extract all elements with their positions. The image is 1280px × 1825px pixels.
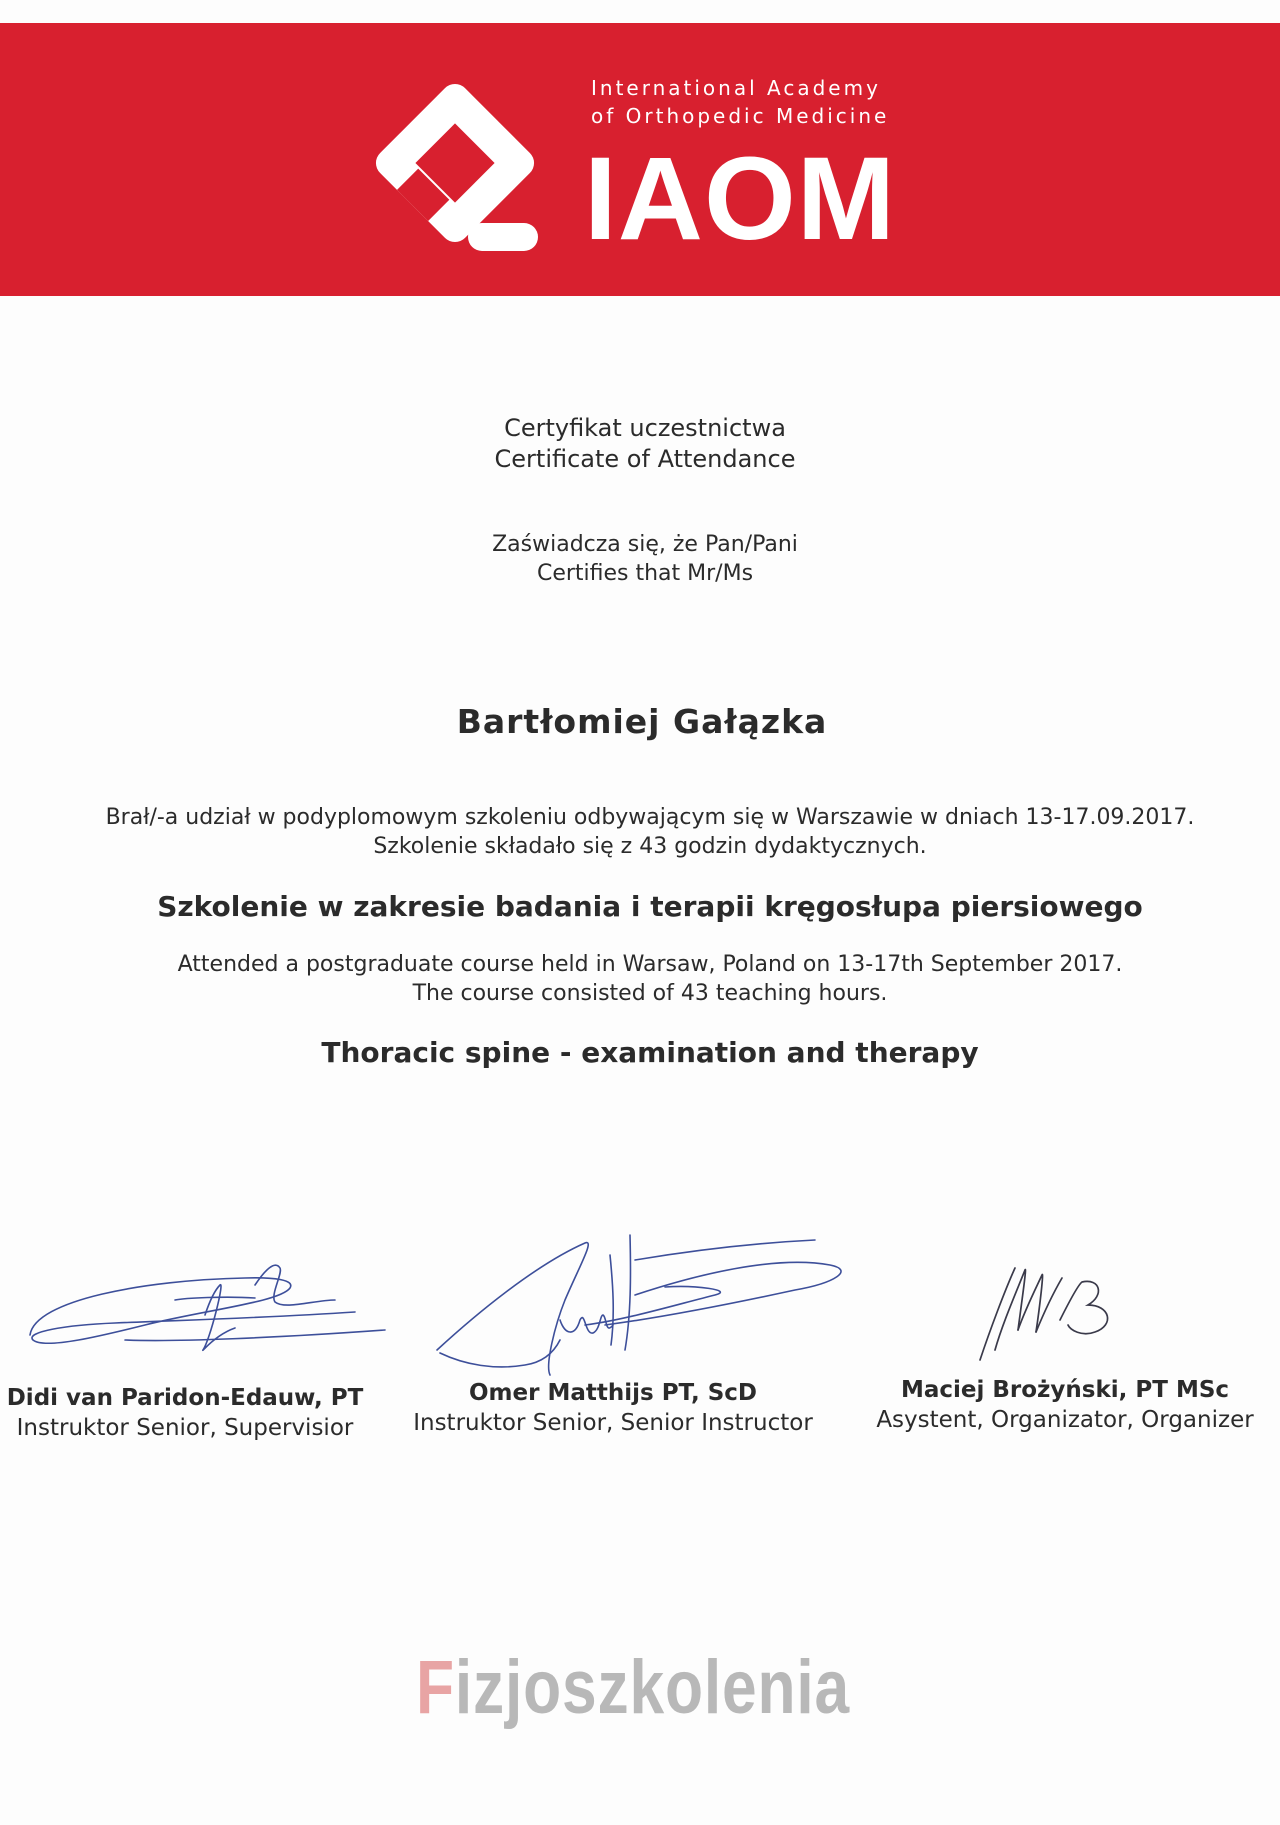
footer-logo-rest: izjoszkolenia [454, 1645, 850, 1730]
recipient-name: Bartłomiej Gałązka [456, 702, 828, 741]
fizjoszkolenia-logo [416, 1645, 850, 1730]
signer-2 [398, 1378, 828, 1438]
signer-3 [850, 1375, 1280, 1435]
signer-2-role: Instruktor Senior, Senior Instructor [413, 1410, 813, 1436]
course-title-en: Thoracic spine - examination and therapy [321, 1036, 979, 1069]
description-en-line1: Attended a postgraduate course held in Warsaw, Poland on 13-17th September 2017. [177, 952, 1123, 977]
footer-logo-first-letter: F [416, 1645, 455, 1730]
description-pl-line2: Szkolenie składało się z 43 godzin dydaktycznych. [373, 834, 927, 859]
description-en-line2: The course consisted of 43 teaching hours. [412, 981, 888, 1006]
certificate-title-en: Certificate of Attendance [494, 445, 796, 473]
certifies-text-pl: Zaświadcza się, że Pan/Pani [492, 532, 798, 557]
signer-3-name: Maciej Brożyński, PT MSc [900, 1377, 1230, 1403]
org-name-line1: International Academy [591, 76, 881, 100]
course-title-pl: Szkolenie w zakresie badania i terapii kręgosłupa piersiowego [157, 890, 1143, 923]
iaom-logo-icon [368, 73, 543, 253]
org-acronym: IAOM [584, 133, 897, 265]
signer-1 [0, 1383, 370, 1443]
signer-1-role: Instruktor Senior, Supervisior [16, 1415, 354, 1441]
signature-1 [25, 1240, 395, 1370]
signature-2 [435, 1225, 855, 1390]
org-name-line2: of Orthopedic Medicine [591, 104, 890, 128]
certifies-text-en: Certifies that Mr/Ms [536, 561, 754, 586]
signer-3-role: Asystent, Organizator, Organizer [876, 1407, 1254, 1433]
description-pl-line1: Brał/-a udział w podyplomowym szkoleniu odbywającym się w Warszawie w dniach 13-17.09.2017. [105, 805, 1195, 830]
signature-3 [970, 1260, 1130, 1370]
certificate-title-pl: Certyfikat uczestnictwa [504, 414, 786, 442]
signer-1-name: Didi van Paridon-Edauw, PT [6, 1385, 364, 1411]
signer-2-name: Omer Matthijs PT, ScD [468, 1380, 757, 1406]
